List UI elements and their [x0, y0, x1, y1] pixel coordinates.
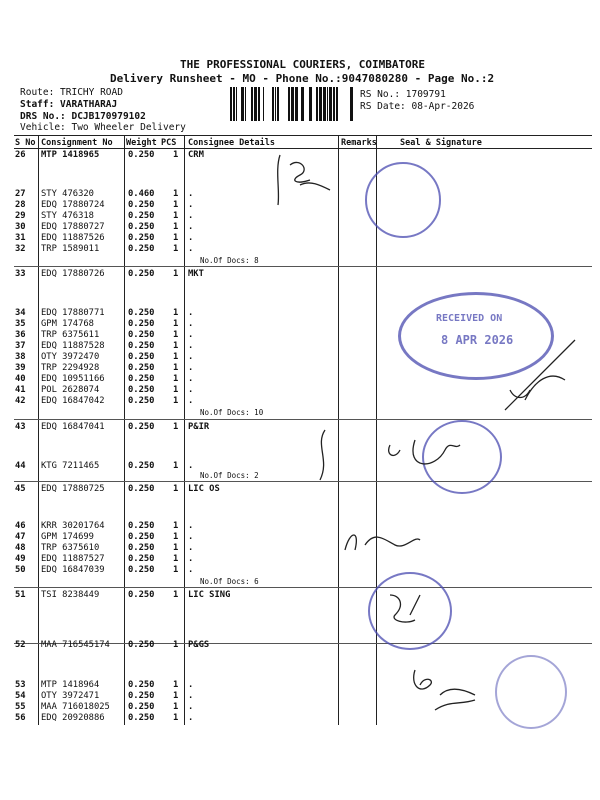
- row-consignee: .: [188, 461, 194, 471]
- row-pcs: 1: [173, 211, 179, 221]
- row-sno: 50: [15, 565, 26, 575]
- row-sno: 49: [15, 554, 26, 564]
- barcode-bar: [275, 87, 276, 121]
- row-weight: 0.250: [128, 200, 155, 210]
- col-header-pcs: PCS: [161, 138, 177, 148]
- row-weight: 0.250: [128, 374, 155, 384]
- row-weight: 0.250: [128, 554, 155, 564]
- row-consignee: .: [188, 363, 194, 373]
- doc-count: No.Of Docs: 6: [200, 577, 259, 586]
- row-consignee: .: [188, 308, 194, 318]
- row-pcs: 1: [173, 680, 179, 690]
- group-divider: [14, 587, 592, 588]
- row-consignee: .: [188, 713, 194, 723]
- company-name: THE PROFESSIONAL COURIERS, COIMBATORE: [180, 58, 426, 71]
- row-consignment-no: EDQ 16847042: [41, 396, 105, 406]
- row-pcs: 1: [173, 330, 179, 340]
- row-weight: 0.250: [128, 702, 155, 712]
- row-weight: 0.460: [128, 189, 155, 199]
- row-sno: 39: [15, 363, 26, 373]
- row-consignment-no: POL 2628074: [41, 385, 100, 395]
- row-weight: 0.250: [128, 461, 155, 471]
- row-consignee: .: [188, 222, 194, 232]
- row-consignment-no: TRP 6375610: [41, 543, 100, 553]
- row-sno: 32: [15, 244, 26, 254]
- row-consignment-no: EDQ 11887528: [41, 341, 105, 351]
- row-consignee: P&GS: [188, 640, 210, 650]
- barcode-bar: [258, 87, 260, 121]
- row-consignee: CRM: [188, 150, 204, 160]
- lic-round-stamp: [495, 655, 567, 729]
- header-bottom-rule: [14, 148, 592, 149]
- row-sno: 40: [15, 374, 26, 384]
- runsheet-title: Delivery Runsheet - MO - Phone No.:9047080280 - Page No.:2: [110, 72, 495, 85]
- row-consignee: .: [188, 200, 194, 210]
- row-consignee: .: [188, 565, 194, 575]
- row-weight: 0.250: [128, 244, 155, 254]
- row-weight: 0.250: [128, 385, 155, 395]
- row-pcs: 1: [173, 565, 179, 575]
- row-pcs: 1: [173, 532, 179, 542]
- row-pcs: 1: [173, 691, 179, 701]
- row-consignment-no: EDQ 16847041: [41, 422, 105, 432]
- row-weight: 0.250: [128, 352, 155, 362]
- barcode-bar: [230, 87, 232, 121]
- barcode-bar: [241, 87, 244, 121]
- row-consignee: .: [188, 543, 194, 553]
- row-sno: 45: [15, 484, 26, 494]
- signature-lic-os: [340, 520, 430, 560]
- row-consignee: .: [188, 233, 194, 243]
- row-sno: 36: [15, 330, 26, 340]
- row-weight: 0.250: [128, 422, 155, 432]
- row-weight: 0.250: [128, 211, 155, 221]
- row-sno: 29: [15, 211, 26, 221]
- row-weight: 0.250: [128, 269, 155, 279]
- row-sno: 33: [15, 269, 26, 279]
- row-consignment-no: MTP 1418964: [41, 680, 100, 690]
- row-pcs: 1: [173, 341, 179, 351]
- row-weight: 0.250: [128, 233, 155, 243]
- row-weight: 0.250: [128, 565, 155, 575]
- row-sno: 43: [15, 422, 26, 432]
- row-consignment-no: KRR 30201764: [41, 521, 105, 531]
- row-pcs: 1: [173, 233, 179, 243]
- received-date-text: 8 APR 2026: [441, 333, 514, 347]
- row-pcs: 1: [173, 308, 179, 318]
- row-consignee: .: [188, 680, 194, 690]
- row-consignment-no: TRP 2294928: [41, 363, 100, 373]
- row-weight: 0.250: [128, 713, 155, 723]
- route-label: Route: TRICHY ROAD: [20, 87, 123, 98]
- row-pcs: 1: [173, 702, 179, 712]
- barcode-bar: [329, 87, 332, 121]
- row-sno: 37: [15, 341, 26, 351]
- row-consignee: .: [188, 554, 194, 564]
- row-consignment-no: OTY 3972470: [41, 352, 100, 362]
- row-sno: 54: [15, 691, 26, 701]
- row-pcs: 1: [173, 363, 179, 373]
- col-divider: [124, 135, 125, 725]
- barcode-bar: [295, 87, 298, 121]
- row-consignment-no: EDQ 17880724: [41, 200, 105, 210]
- barcode-bar: [327, 87, 328, 121]
- row-pcs: 1: [173, 554, 179, 564]
- doc-count: No.Of Docs: 8: [200, 256, 259, 265]
- row-consignment-no: EDQ 10951166: [41, 374, 105, 384]
- row-consignee: .: [188, 319, 194, 329]
- barcode-bar: [319, 87, 322, 121]
- row-sno: 41: [15, 385, 26, 395]
- row-consignee: .: [188, 691, 194, 701]
- row-weight: 0.250: [128, 521, 155, 531]
- row-sno: 48: [15, 543, 26, 553]
- received-on-text: RECEIVED ON: [436, 313, 503, 324]
- signature-lic-sing: [380, 585, 440, 635]
- row-pcs: 1: [173, 200, 179, 210]
- row-pcs: 1: [173, 269, 179, 279]
- row-consignment-no: EDQ 17880725: [41, 484, 105, 494]
- row-consignment-no: KTG 7211465: [41, 461, 100, 471]
- row-weight: 0.250: [128, 308, 155, 318]
- row-consignment-no: MTP 1418965: [41, 150, 100, 160]
- row-pcs: 1: [173, 385, 179, 395]
- row-consignment-no: MAA 716018025: [41, 702, 110, 712]
- row-consignee: LIC OS: [188, 484, 220, 494]
- group-divider: [14, 266, 592, 267]
- row-consignee: .: [188, 385, 194, 395]
- row-weight: 0.250: [128, 363, 155, 373]
- row-weight: 0.250: [128, 680, 155, 690]
- row-consignment-no: GPM 174699: [41, 532, 94, 542]
- barcode-bar: [350, 87, 353, 121]
- row-pcs: 1: [173, 150, 179, 160]
- col-header-consignee: Consignee Details: [188, 138, 275, 148]
- doc-count: No.Of Docs: 2: [200, 471, 259, 480]
- barcode-bar: [272, 87, 274, 121]
- row-weight: 0.250: [128, 341, 155, 351]
- row-weight: 0.250: [128, 590, 155, 600]
- signature-crm: [270, 150, 360, 210]
- col-header-remarks: Remarks: [341, 138, 377, 148]
- row-sno: 42: [15, 396, 26, 406]
- col-header-consignment: Consignment No: [41, 138, 113, 148]
- row-sno: 52: [15, 640, 26, 650]
- vehicle-label: Vehicle: Two Wheeler Delivery: [20, 122, 186, 133]
- barcode-bar: [277, 87, 279, 121]
- barcode-bar: [333, 87, 335, 121]
- row-consignment-no: EDQ 20920886: [41, 713, 105, 723]
- row-pcs: 1: [173, 352, 179, 362]
- row-consignment-no: EDQ 17880726: [41, 269, 105, 279]
- row-consignment-no: GPM 174768: [41, 319, 94, 329]
- row-consignment-no: EDQ 16847039: [41, 565, 105, 575]
- row-consignment-no: TRP 1589011: [41, 244, 100, 254]
- row-consignment-no: STY 476320: [41, 189, 94, 199]
- row-sno: 51: [15, 590, 26, 600]
- barcode-bar: [236, 87, 237, 121]
- row-consignee: .: [188, 532, 194, 542]
- row-consignee: .: [188, 521, 194, 531]
- row-consignment-no: EDQ 17880771: [41, 308, 105, 318]
- row-consignee: .: [188, 702, 194, 712]
- row-weight: 0.250: [128, 222, 155, 232]
- row-pcs: 1: [173, 222, 179, 232]
- barcode-bar: [301, 87, 304, 121]
- row-consignee: MKT: [188, 269, 204, 279]
- rs-date: RS Date: 08-Apr-2026: [360, 101, 475, 112]
- row-consignee: P&IR: [188, 422, 210, 432]
- row-sno: 31: [15, 233, 26, 243]
- row-consignment-no: OTY 3972471: [41, 691, 100, 701]
- row-sno: 28: [15, 200, 26, 210]
- row-sno: 46: [15, 521, 26, 531]
- row-sno: 44: [15, 461, 26, 471]
- row-consignment-no: STY 476318: [41, 211, 94, 221]
- barcode-bar: [291, 87, 294, 121]
- row-weight: 0.250: [128, 150, 155, 160]
- row-consignment-no: EDQ 11887526: [41, 233, 105, 243]
- col-header-weight: Weight: [126, 138, 157, 148]
- row-weight: 0.250: [128, 640, 155, 650]
- row-sno: 55: [15, 702, 26, 712]
- signature-pir: [300, 425, 480, 485]
- col-divider: [184, 135, 185, 725]
- row-sno: 47: [15, 532, 26, 542]
- barcode-bar: [245, 87, 246, 121]
- row-sno: 30: [15, 222, 26, 232]
- row-consignee: LIC SING: [188, 590, 231, 600]
- row-sno: 53: [15, 680, 26, 690]
- row-sno: 26: [15, 150, 26, 160]
- barcode-bar: [323, 87, 326, 121]
- row-consignment-no: EDQ 17880727: [41, 222, 105, 232]
- row-weight: 0.250: [128, 543, 155, 553]
- lic-round-stamp: [365, 162, 441, 238]
- row-pcs: 1: [173, 461, 179, 471]
- row-consignee: .: [188, 330, 194, 340]
- row-pcs: 1: [173, 319, 179, 329]
- barcode-bar: [251, 87, 253, 121]
- row-pcs: 1: [173, 396, 179, 406]
- row-pcs: 1: [173, 484, 179, 494]
- row-consignee: .: [188, 374, 194, 384]
- barcode-bar: [233, 87, 235, 121]
- row-weight: 0.250: [128, 330, 155, 340]
- staff-label: Staff: VARATHARAJ: [20, 99, 118, 110]
- col-header-seal: Seal & Signature: [400, 138, 482, 148]
- row-consignment-no: EDQ 11887527: [41, 554, 105, 564]
- col-divider: [38, 135, 39, 725]
- table-top-rule: [14, 135, 592, 136]
- doc-count: No.Of Docs: 10: [200, 408, 264, 417]
- row-pcs: 1: [173, 244, 179, 254]
- row-sno: 35: [15, 319, 26, 329]
- rs-number: RS No.: 1709791: [360, 89, 446, 100]
- barcode-bar: [288, 87, 290, 121]
- row-pcs: 1: [173, 189, 179, 199]
- row-pcs: 1: [173, 713, 179, 723]
- row-weight: 0.250: [128, 691, 155, 701]
- barcode: [230, 87, 355, 121]
- row-consignee: .: [188, 341, 194, 351]
- row-pcs: 1: [173, 422, 179, 432]
- row-consignee: .: [188, 211, 194, 221]
- row-consignee: .: [188, 244, 194, 254]
- row-pcs: 1: [173, 590, 179, 600]
- row-pcs: 1: [173, 521, 179, 531]
- row-weight: 0.250: [128, 396, 155, 406]
- row-consignment-no: TSI 8238449: [41, 590, 100, 600]
- row-consignee: .: [188, 189, 194, 199]
- row-sno: 38: [15, 352, 26, 362]
- row-consignment-no: TRP 6375611: [41, 330, 100, 340]
- signature-mkt: [495, 330, 585, 420]
- row-consignee: .: [188, 352, 194, 362]
- row-pcs: 1: [173, 543, 179, 553]
- row-sno: 56: [15, 713, 26, 723]
- barcode-bar: [336, 87, 338, 121]
- drs-number: DRS No.: DCJB170979102: [20, 111, 146, 122]
- barcode-bar: [263, 87, 264, 121]
- barcode-bar: [316, 87, 318, 121]
- barcode-bar: [309, 87, 312, 121]
- row-weight: 0.250: [128, 532, 155, 542]
- row-consignee: .: [188, 396, 194, 406]
- col-header-sno: S No: [15, 138, 36, 148]
- row-weight: 0.250: [128, 484, 155, 494]
- row-weight: 0.250: [128, 319, 155, 329]
- row-sno: 27: [15, 189, 26, 199]
- barcode-bar: [254, 87, 257, 121]
- row-sno: 34: [15, 308, 26, 318]
- row-pcs: 1: [173, 640, 179, 650]
- row-consignment-no: MAA 716545174: [41, 640, 110, 650]
- signature-pgs: [405, 665, 495, 725]
- row-pcs: 1: [173, 374, 179, 384]
